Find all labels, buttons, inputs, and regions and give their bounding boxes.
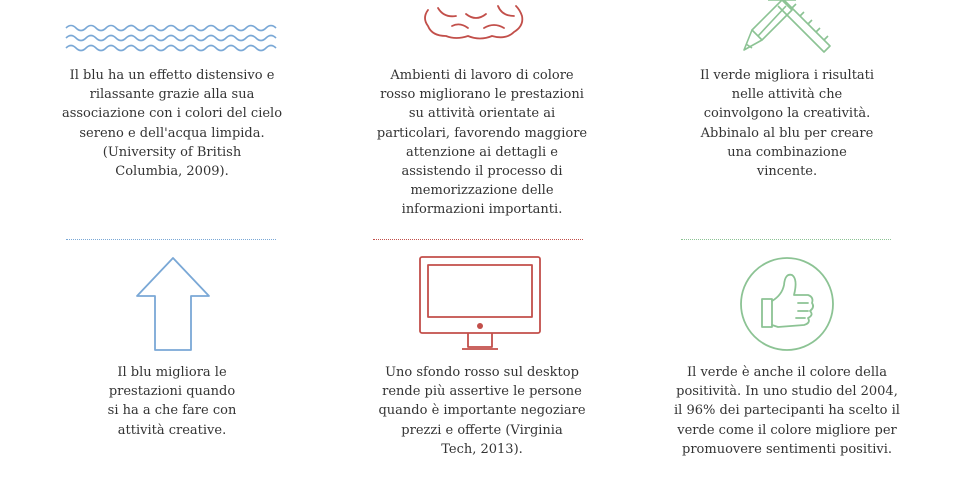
thumbs-up-icon (738, 255, 836, 353)
brain-icon (418, 0, 538, 40)
divider-blue (66, 239, 276, 240)
arrow-up-icon (133, 256, 213, 352)
pencil-ruler-icon (738, 0, 838, 56)
monitor-icon (418, 255, 542, 353)
divider-green (681, 239, 891, 240)
tile-text-blue-performance: Il blu migliora le prestazioni quando si ha a che fare con attività creative. (107, 365, 237, 438)
waves-icon (62, 18, 282, 54)
tile-text-blue-relax: Il blu ha un effetto distensivo e rilassante grazie alla sua associazione con i colori del cielo sereno e dell'acqua limpida. (University of British Columbia, 2009). (61, 68, 283, 180)
tile-text-red-detail: Ambienti di lavoro di colore rosso migliorano le prestazioni su attività orientate ai particolari, favorendo maggiore attenzione ai dettagli e assistendo il processo di memorizzazione delle informazioni importanti. (376, 68, 588, 218)
tile-text-green-positivity: Il verde è anche il colore della positività. In uno studio del 2004, il 96% dei partecipanti ha scelto il verde come il colore migliore per promuovere sentimenti positivi. (674, 365, 900, 457)
tile-text-green-creativity: Il verde migliora i risultati nelle attività che coinvolgono la creatività. Abbinalo al blu per creare una combinazione vincente. (699, 68, 875, 180)
tile-text-red-desktop: Uno sfondo rosso sul desktop rende più assertive le persone quando è importante negoziare prezzi e offerte (Virginia Tech, 2013). (378, 365, 586, 457)
divider-red (373, 239, 583, 240)
